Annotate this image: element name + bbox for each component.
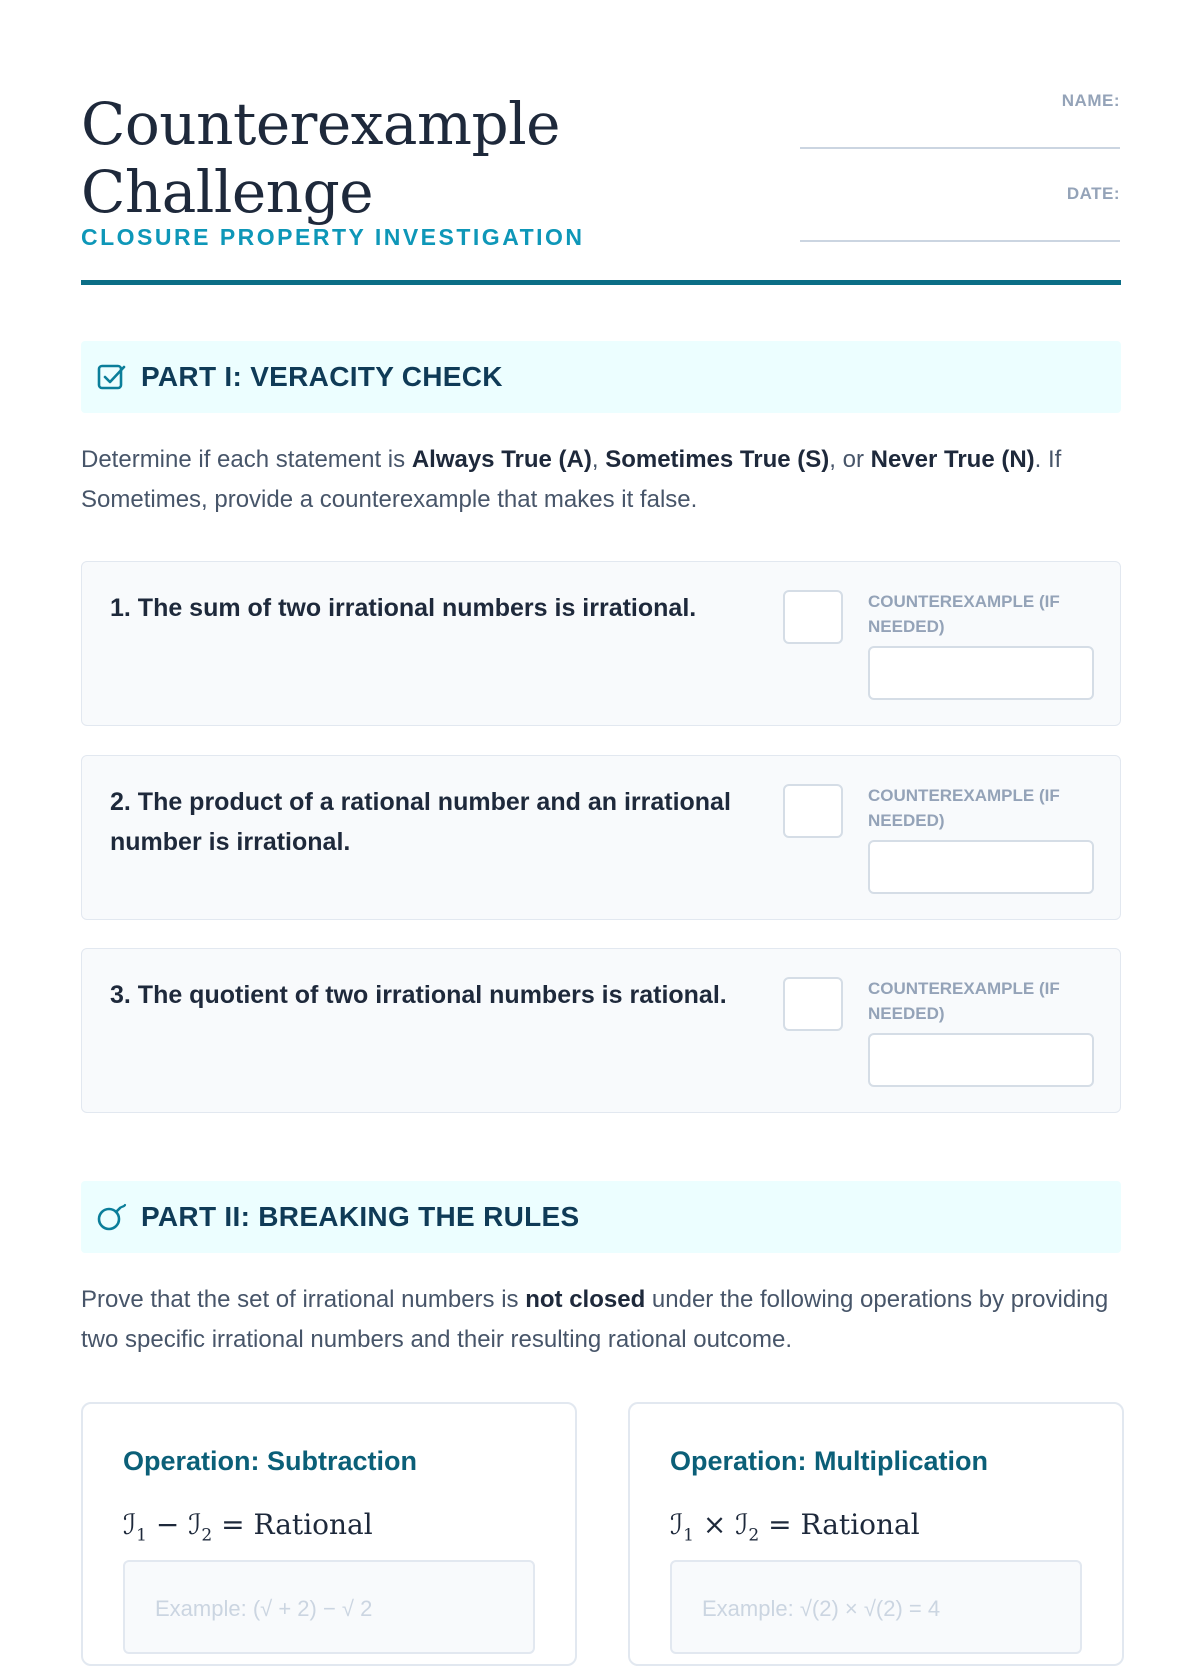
operator: × bbox=[702, 1508, 727, 1541]
header-divider bbox=[81, 280, 1121, 285]
question-text: 1. The sum of two irrational numbers is irrational. bbox=[110, 594, 697, 622]
subscript: 2 bbox=[748, 1525, 760, 1546]
worksheet-subtitle: CLOSURE PROPERTY INVESTIGATION bbox=[81, 224, 585, 250]
bomb-icon bbox=[95, 1201, 127, 1233]
instr-sometimes: Sometimes True (S) bbox=[605, 446, 830, 473]
operation-formula bbox=[123, 1508, 373, 1546]
instr-text: under the following operations by providing two specific irrational numbers and their resulting rational outcome. bbox=[81, 1286, 1109, 1353]
operator: − bbox=[155, 1508, 180, 1541]
counterexample-label: COUNTEREXAMPLE (IF NEEDED) bbox=[868, 786, 1060, 830]
part2-title: PART II: BREAKING THE RULES bbox=[141, 1201, 580, 1232]
subscript: 1 bbox=[136, 1525, 147, 1546]
checkbox-icon bbox=[95, 361, 127, 393]
irrational-symbol: ℐ bbox=[670, 1508, 684, 1541]
date-field[interactable] bbox=[800, 240, 1120, 242]
worksheet-title bbox=[81, 90, 641, 226]
counterexample-input[interactable] bbox=[868, 646, 1094, 700]
part1-title: PART I: VERACITY CHECK bbox=[141, 361, 503, 392]
answer-box[interactable] bbox=[783, 784, 843, 838]
result-text: = Rational bbox=[221, 1508, 373, 1541]
part2-instructions bbox=[81, 1280, 1131, 1360]
counterexample-label: COUNTEREXAMPLE (IF NEEDED) bbox=[868, 592, 1060, 636]
example-placeholder: Example: √(2) × √(2) = 4 bbox=[702, 1596, 941, 1621]
counterexample-input[interactable] bbox=[868, 1033, 1094, 1087]
instr-always: Always True (A) bbox=[411, 446, 592, 473]
part1-header bbox=[81, 341, 1121, 413]
name-label: NAME: bbox=[1061, 91, 1120, 110]
answer-box[interactable] bbox=[783, 590, 843, 644]
question-card-3 bbox=[81, 948, 1121, 1113]
title-line-1: Counterexample bbox=[81, 90, 560, 158]
operation-card-multiplication bbox=[628, 1402, 1124, 1666]
part1-instructions bbox=[81, 440, 1131, 520]
work-area[interactable] bbox=[123, 1560, 535, 1654]
answer-box[interactable] bbox=[783, 977, 843, 1031]
result-text: = Rational bbox=[768, 1508, 920, 1541]
instr-text: , bbox=[591, 446, 606, 473]
name-field[interactable] bbox=[800, 147, 1120, 149]
irrational-symbol: ℐ bbox=[735, 1508, 749, 1541]
question-card-1 bbox=[81, 561, 1121, 726]
irrational-symbol: ℐ bbox=[188, 1508, 202, 1541]
question-text: 2. The product of a rational number and an irrational number is irrational. bbox=[110, 788, 731, 856]
subscript: 2 bbox=[201, 1525, 213, 1546]
counterexample-label: COUNTEREXAMPLE (IF NEEDED) bbox=[868, 979, 1060, 1023]
operation-formula bbox=[670, 1508, 920, 1546]
instr-not-closed: not closed bbox=[525, 1286, 646, 1313]
title-line-2: Challenge bbox=[81, 158, 374, 226]
instr-text: Determine if each statement is bbox=[81, 446, 412, 473]
question-card-2 bbox=[81, 755, 1121, 920]
example-placeholder: Example: (√ + 2) − √ 2 bbox=[155, 1596, 373, 1621]
question-text: 3. The quotient of two irrational numbers is rational. bbox=[110, 981, 727, 1009]
counterexample-input[interactable] bbox=[868, 840, 1094, 894]
subscript: 1 bbox=[683, 1525, 694, 1546]
instr-never: Never True (N) bbox=[870, 446, 1035, 473]
instr-text: . If Sometimes, provide a counterexample that makes it false. bbox=[81, 446, 1062, 513]
operation-card-subtraction bbox=[81, 1402, 577, 1666]
instr-text: , or bbox=[829, 446, 871, 473]
instr-text: Prove that the set of irrational numbers is bbox=[81, 1286, 526, 1313]
operation-title: Operation: Multiplication bbox=[670, 1446, 988, 1476]
date-label: DATE: bbox=[1066, 184, 1120, 203]
part2-header bbox=[81, 1181, 1121, 1253]
work-area[interactable] bbox=[670, 1560, 1082, 1654]
irrational-symbol: ℐ bbox=[123, 1508, 137, 1541]
operation-title: Operation: Subtraction bbox=[123, 1446, 418, 1476]
